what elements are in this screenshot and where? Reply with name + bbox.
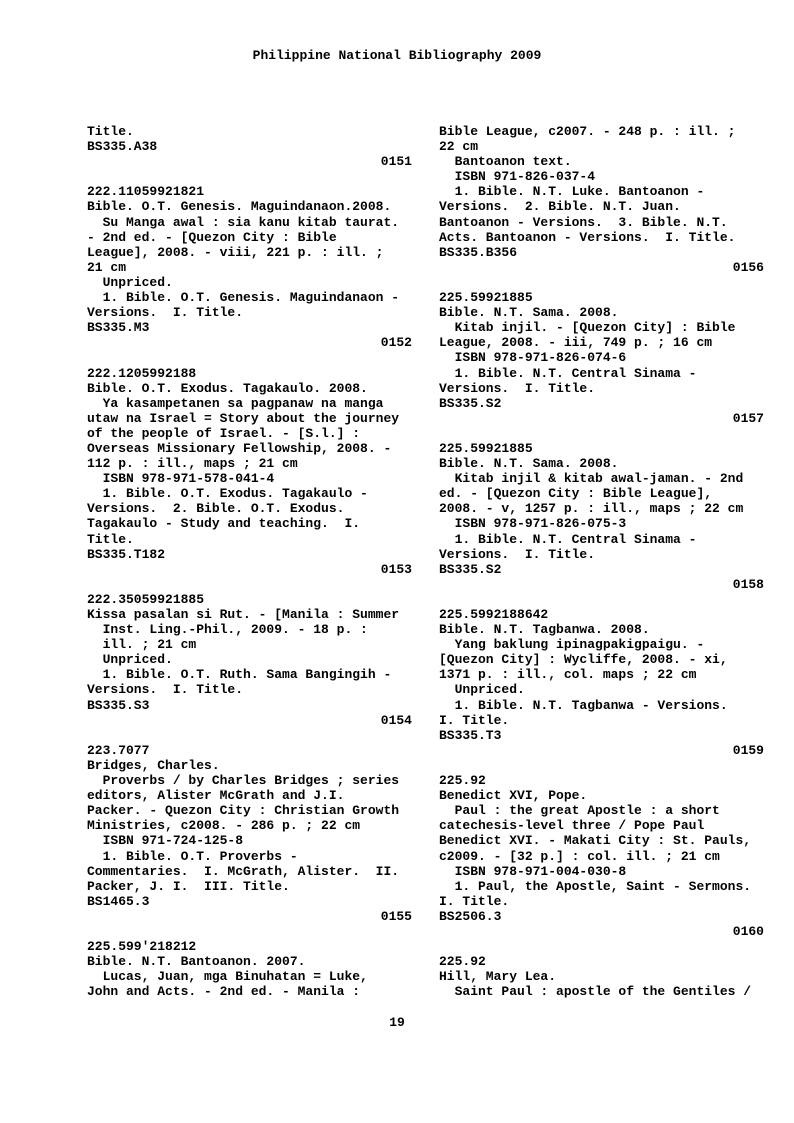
entry-line: Inst. Ling.-Phil., 2009. - 18 p. : [87, 622, 368, 638]
entry-line: 223.7077 [87, 742, 150, 758]
entry-line: BS335.T3 [439, 727, 502, 743]
entry-number: 0159 [732, 742, 764, 758]
page-number: 19 [389, 1015, 405, 1030]
entry-number: 0160 [732, 923, 764, 939]
entry-line: ill. ; 21 cm [87, 637, 197, 653]
entry-line: 1. Bible. N.T. Central Sinama - [439, 365, 697, 381]
entry-line: Versions. I. Title. [87, 682, 244, 698]
entry-line: Lucas, Juan, mga Binuhatan = Luke, [87, 969, 368, 985]
entry-line: Ministries, c2008. - 286 p. ; 22 cm [87, 818, 361, 834]
entry-line: Proverbs / by Charles Bridges ; series [87, 773, 400, 789]
entry-line: 225.59921885 [439, 440, 533, 456]
entry-line: BS335.S2 [439, 395, 502, 411]
entry-line: Kitab injil & kitab awal-jaman. - 2nd [439, 471, 744, 487]
entry-line: BS335.M3 [87, 320, 150, 336]
entry-line: ISBN 978-971-826-074-6 [439, 350, 627, 366]
entry-line [439, 758, 764, 773]
entry-line [439, 592, 764, 607]
entry-line: Tagakaulo - Study and teaching. I. [87, 516, 361, 532]
left-column [87, 124, 412, 999]
entry-number: 0153 [380, 561, 412, 577]
entry-line: ed. - [Quezon City : Bible League], [439, 486, 713, 502]
entry-number: 0158 [732, 576, 764, 592]
entry-line [87, 350, 412, 365]
entry-line: of the people of Israel. - [S.l.] : [87, 425, 361, 441]
entry-line: League, 2008. - iii, 749 p. ; 16 cm [439, 335, 713, 351]
entry-line: 225.59921885 [439, 290, 533, 306]
entry-line: BS335.B356 [439, 244, 518, 260]
right-column [439, 124, 764, 999]
entry-line: BS335.T182 [87, 546, 166, 562]
entry-line: c2009. - [32 p.] : col. ill. ; 21 cm [439, 848, 720, 864]
entry-line: BS335.A38 [87, 139, 158, 155]
entry-line: BS1465.3 [87, 893, 150, 909]
entry-line: ISBN 978-971-826-075-3 [439, 516, 627, 532]
entry-line: 225.92 [439, 773, 486, 789]
entry-line: ISBN 978-971-578-041-4 [87, 471, 275, 487]
entry-number: 0152 [380, 335, 412, 351]
entry-line: Unpriced. [87, 652, 173, 668]
entry-line: Title. [87, 124, 134, 139]
entry-number: 0151 [380, 154, 412, 170]
entry-line: Kitab injil. - [Quezon City] : Bible [439, 320, 736, 336]
entry-line: Bible. N.T. Sama. 2008. [439, 305, 619, 321]
entry-line: 1. Bible. N.T. Luke. Bantoanon - [439, 184, 705, 200]
entry-line [87, 728, 412, 743]
entry-line: 222.11059921821 [87, 184, 205, 200]
entry-line: Yang baklung ipinagpakigpaigu. - [439, 637, 705, 653]
entry-line: ISBN 978-971-004-030-8 [439, 863, 627, 879]
entry-line: John and Acts. - 2nd ed. - Manila : [87, 984, 361, 1000]
entry-line: Unpriced. [87, 274, 173, 290]
entry-line: Bible. O.T. Exodus. Tagakaulo. 2008. [87, 380, 368, 396]
entry-line: [Quezon City] : Wycliffe, 2008. - xi, [439, 652, 728, 668]
entry-line: Unpriced. [439, 682, 525, 698]
entry-line: I. Title. [439, 893, 510, 909]
entry-line: 1371 p. : ill., col. maps ; 22 cm [439, 667, 697, 683]
entry-line: 1. Paul, the Apostle, Saint - Sermons. [439, 878, 752, 894]
entry-line: 22 cm [439, 139, 479, 155]
running-header: Philippine National Bibliography 2009 [252, 48, 542, 63]
entry-line: utaw na Israel = Story about the journey [87, 410, 400, 426]
entry-line: Ya kasampetanen sa pagpanaw na manga [87, 395, 384, 411]
entry-line: Overseas Missionary Fellowship, 2008. - [87, 440, 392, 456]
entry-line: Bridges, Charles. [87, 757, 220, 773]
entry-line [87, 169, 412, 184]
entry-line: Versions. I. Title. [439, 546, 596, 562]
entry-line: 2008. - v, 1257 p. : ill., maps ; 22 cm [439, 501, 744, 517]
entry-line: BS335.S3 [87, 697, 150, 713]
entry-line: 1. Bible. N.T. Tagbanwa - Versions. [439, 697, 728, 713]
entry-line: catechesis-level three / Pope Paul [439, 818, 705, 834]
entry-line: editors, Alister McGrath and J.I. [87, 788, 345, 804]
entry-line: 222.1205992188 [87, 365, 197, 381]
entry-line: Title. [87, 531, 134, 547]
entry-line [439, 426, 764, 441]
entry-line: ISBN 971-724-125-8 [87, 833, 244, 849]
entry-line: 225.5992188642 [439, 607, 549, 622]
entry-line: 225.599'218212 [87, 939, 197, 955]
entry-line: Commentaries. I. McGrath, Alister. II. [87, 863, 400, 879]
entry-line: Versions. 2. Bible. O.T. Exodus. [87, 501, 345, 517]
entry-line: Bible. N.T. Sama. 2008. [439, 456, 619, 472]
entry-line: 225.92 [439, 954, 486, 970]
entry-line: 1. Bible. O.T. Genesis. Maguindanaon - [87, 290, 400, 306]
entry-line: Saint Paul : apostle of the Gentiles / [439, 984, 752, 1000]
entry-line: Bible. O.T. Genesis. Maguindanaon.2008. [87, 199, 392, 215]
entry-line: 1. Bible. O.T. Exodus. Tagakaulo - [87, 486, 368, 502]
entry-line: 1. Bible. O.T. Proverbs - [87, 848, 298, 864]
entry-line: 1. Bible. N.T. Central Sinama - [439, 531, 697, 547]
entry-line: Benedict XVI. - Makati City : St. Pauls, [439, 833, 752, 849]
entry-line: BS335.S2 [439, 561, 502, 577]
entry-line: 112 p. : ill., maps ; 21 cm [87, 456, 298, 472]
entry-line [87, 577, 412, 592]
entry-line: Bantoanon text. [439, 154, 572, 170]
entry-number: 0155 [380, 908, 412, 924]
entry-line: Bantoanon - Versions. 3. Bible. N.T. [439, 214, 728, 230]
entry-line: 21 cm [87, 259, 127, 275]
entry-number: 0154 [380, 712, 412, 728]
entry-line: - 2nd ed. - [Quezon City : Bible [87, 229, 337, 245]
entry-line: I. Title. [439, 712, 510, 728]
entry-line [439, 275, 764, 290]
entry-line: Hill, Mary Lea. [439, 969, 557, 985]
entry-line: Paul : the great Apostle : a short [439, 803, 720, 819]
entry-line [87, 924, 412, 939]
entry-line: League], 2008. - viii, 221 p. : ill. ; [87, 244, 384, 260]
entry-line: BS2506.3 [439, 908, 502, 924]
entry-line: Bible. N.T. Tagbanwa. 2008. [439, 622, 650, 638]
entry-line: ISBN 971-826-037-4 [439, 169, 596, 185]
entry-line: Su Manga awal : sia kanu kitab taurat. [87, 214, 400, 230]
entry-line: Benedict XVI, Pope. [439, 788, 588, 804]
entry-line: Versions. I. Title. [439, 380, 596, 396]
entry-line: Versions. I. Title. [87, 305, 244, 321]
entry-line: 1. Bible. O.T. Ruth. Sama Bangingih - [87, 667, 392, 683]
entry-line [439, 939, 764, 954]
entry-line: Kissa pasalan si Rut. - [Manila : Summer [87, 607, 400, 622]
entry-line: Acts. Bantoanon - Versions. I. Title. [439, 229, 736, 245]
entry-number: 0156 [732, 259, 764, 275]
entry-line: Packer. - Quezon City : Christian Growth [87, 803, 400, 819]
entry-line: Packer, J. I. III. Title. [87, 878, 290, 894]
entry-line: 222.35059921885 [87, 591, 205, 607]
entry-line: Bible League, c2007. - 248 p. : ill. ; [439, 124, 736, 139]
entry-number: 0157 [732, 410, 764, 426]
entry-line: Bible. N.T. Bantoanon. 2007. [87, 954, 306, 970]
entry-line: Versions. 2. Bible. N.T. Juan. [439, 199, 681, 215]
